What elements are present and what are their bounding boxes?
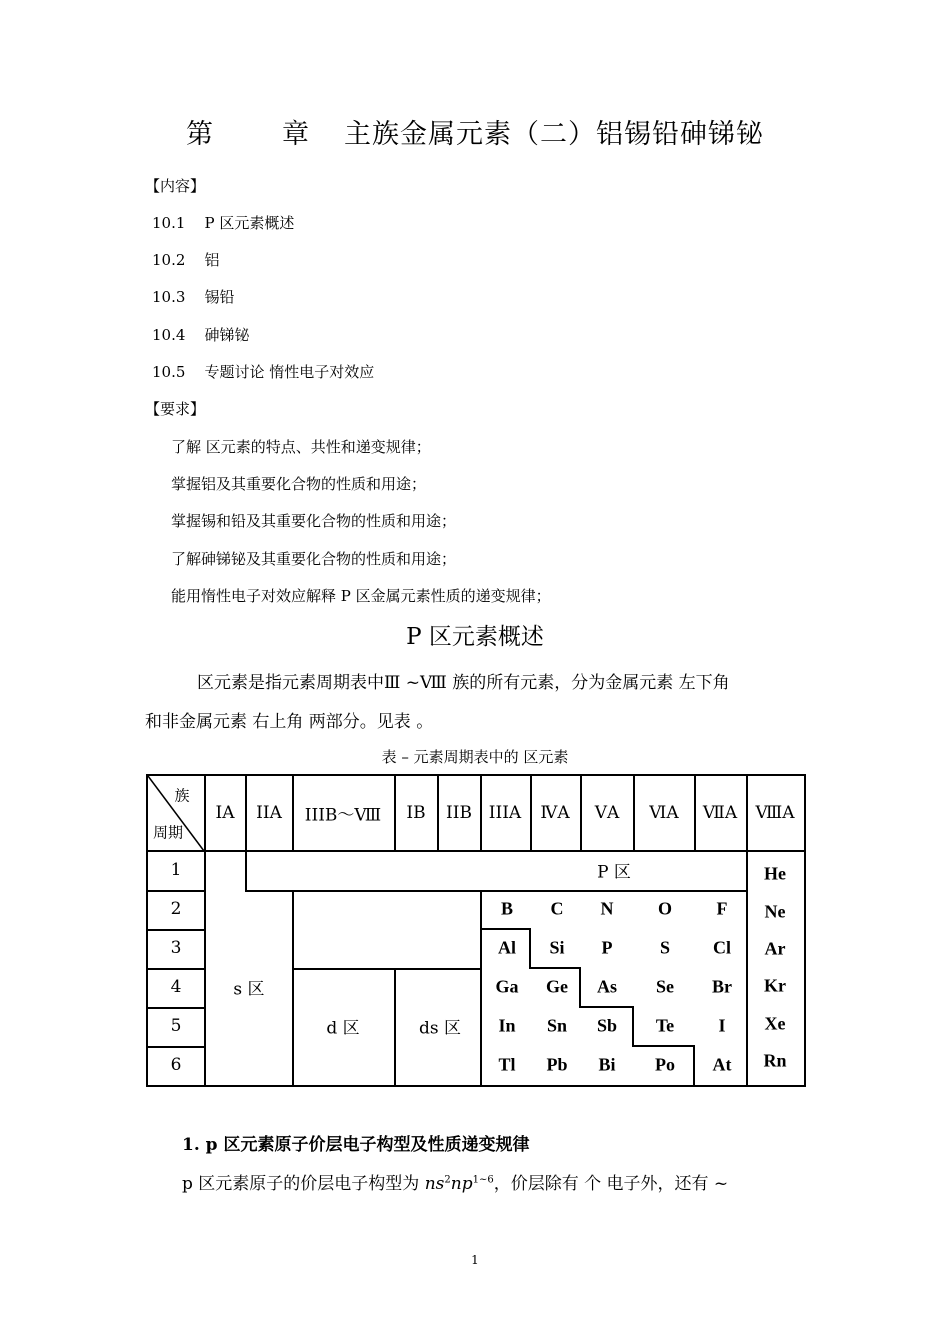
- item-num: 10.1: [152, 214, 186, 232]
- noble-gas-symbol: Kr: [764, 975, 786, 996]
- item-text: 砷锑铋: [204, 326, 250, 344]
- subsection-heading: [182, 1130, 529, 1155]
- element-symbol: Br: [712, 976, 732, 997]
- item-num: 10.4: [152, 326, 186, 344]
- title-part-2: 章: [282, 119, 310, 150]
- element-symbol: At: [712, 1054, 732, 1075]
- subsection-heading-text: 1. p 区元素原子价层电子构型及性质递变规律: [182, 1135, 530, 1155]
- element-symbol: Sn: [546, 1015, 568, 1036]
- item-text: 专题讨论 惰性电子对效应: [204, 363, 375, 381]
- requirements-heading: 【要求】: [145, 400, 206, 418]
- title-part-1: 第: [186, 119, 214, 150]
- group-header: IB: [406, 803, 426, 823]
- period-label: 6: [170, 1055, 182, 1075]
- formula-ns: ns: [424, 1174, 445, 1194]
- item-num: 10.5: [152, 363, 186, 381]
- requirement-item: 掌握铝及其重要化合物的性质和用途；: [171, 475, 427, 493]
- period-label: 2: [170, 899, 182, 919]
- group-header: ⅧA: [755, 803, 795, 823]
- ds-block-label: ds 区: [418, 1018, 462, 1039]
- item-text: P 区元素概述: [204, 214, 295, 232]
- noble-gas-symbol: Ne: [764, 901, 786, 922]
- periodic-table: [146, 774, 806, 1087]
- element-symbol: Po: [655, 1054, 675, 1075]
- section-title: [0, 618, 950, 651]
- item-text: 铝: [204, 251, 220, 269]
- noble-gas-symbol: He: [764, 863, 786, 884]
- corner-period-label: 周期: [152, 823, 184, 842]
- element-symbol: Sb: [596, 1015, 618, 1036]
- element-symbol: C: [550, 898, 564, 919]
- contents-item: [152, 361, 374, 382]
- page-number-text: 1: [471, 1253, 479, 1267]
- noble-gas-symbol: Rn: [763, 1050, 787, 1071]
- requirement-item: 了解砷锑铋及其重要化合物的性质和用途；: [171, 550, 457, 568]
- element-symbol: Tl: [498, 1054, 516, 1075]
- item-text: 锡铅: [204, 288, 235, 306]
- element-symbol: Bi: [598, 1054, 616, 1075]
- period-label: 3: [170, 938, 182, 958]
- element-symbol: As: [596, 976, 618, 997]
- table-caption-text: 表 – 元素周期表中的 区元素: [381, 748, 569, 766]
- element-symbol: Pb: [546, 1054, 568, 1075]
- section-title-text: P 区元素概述: [406, 624, 544, 650]
- requirement-item: 掌握锡和铅及其重要化合物的性质和用途；: [171, 512, 457, 530]
- subsection-text-b: ，价层除有 个 电子外，还有 ~: [493, 1174, 729, 1194]
- requirement-item: 能用惰性电子对效应解释 P 区金属元素性质的递变规律；: [171, 587, 551, 605]
- corner-group-label: 族: [174, 786, 190, 805]
- period-label: 1: [170, 860, 182, 880]
- section-paragraph-line-2: 和非金属元素 右上角 两部分。见表 。: [145, 712, 434, 732]
- group-header: ⅦA: [702, 803, 738, 823]
- contents-heading: 【内容】: [145, 177, 206, 195]
- item-num: 10.3: [152, 288, 186, 306]
- formula-sup-2: 1~6: [472, 1174, 494, 1186]
- element-symbol: S: [659, 937, 671, 958]
- element-symbol: In: [498, 1015, 516, 1036]
- element-symbol: Ge: [546, 976, 568, 997]
- subsection-text: [182, 1169, 728, 1194]
- group-header: ⅤA: [594, 803, 620, 823]
- period-label: 5: [170, 1016, 182, 1036]
- group-header: IIIA: [488, 803, 522, 823]
- metal-nonmetal-boundary: [146, 774, 806, 1087]
- item-num: 10.2: [152, 251, 186, 269]
- section-paragraph-line-1: 区元素是指元素周期表中Ⅲ ~Ⅷ 族的所有元素，分为金属元素 左下角: [197, 673, 730, 693]
- group-header: ⅣA: [540, 803, 570, 823]
- subsection-text-a: p 区元素原子的价层电子构型为: [182, 1174, 425, 1194]
- noble-gas-symbol: Xe: [764, 1013, 786, 1034]
- contents-item: [152, 324, 250, 345]
- element-symbol: Se: [656, 976, 674, 997]
- element-symbol: F: [716, 898, 728, 919]
- formula-sup-1: 2: [444, 1174, 451, 1186]
- element-symbol: Ga: [495, 976, 519, 997]
- page-number: [0, 1253, 950, 1267]
- element-symbol: Cl: [713, 937, 731, 958]
- contents-item: [152, 286, 235, 307]
- requirement-item: 了解 区元素的特点、共性和递变规律；: [171, 438, 431, 456]
- element-symbol: Al: [498, 937, 516, 958]
- s-block-label: s 区: [233, 979, 265, 1000]
- p-block-label: P 区: [597, 862, 631, 883]
- formula-np: np: [450, 1174, 473, 1194]
- group-header: ⅥA: [649, 803, 679, 823]
- element-symbol: N: [600, 898, 614, 919]
- element-symbol: B: [500, 898, 514, 919]
- noble-gas-symbol: Ar: [764, 938, 786, 959]
- title-part-3: 主族金属元素（二）铝锡铅砷锑铋: [344, 119, 764, 150]
- period-label: 4: [170, 977, 182, 997]
- element-symbol: Si: [549, 937, 565, 958]
- element-symbol: Te: [655, 1015, 675, 1036]
- element-symbol: P: [601, 937, 613, 958]
- element-symbol: I: [718, 1015, 726, 1036]
- group-header: IA: [215, 803, 235, 823]
- d-block-label: d 区: [326, 1018, 360, 1039]
- group-header: IIB: [446, 803, 472, 823]
- page-title: [0, 112, 950, 151]
- group-header: IIA: [256, 803, 282, 823]
- group-header: IIIB～Ⅷ: [304, 805, 382, 826]
- contents-item: [152, 249, 220, 270]
- table-caption: [0, 746, 950, 767]
- contents-item: [152, 212, 294, 233]
- element-symbol: O: [657, 898, 673, 919]
